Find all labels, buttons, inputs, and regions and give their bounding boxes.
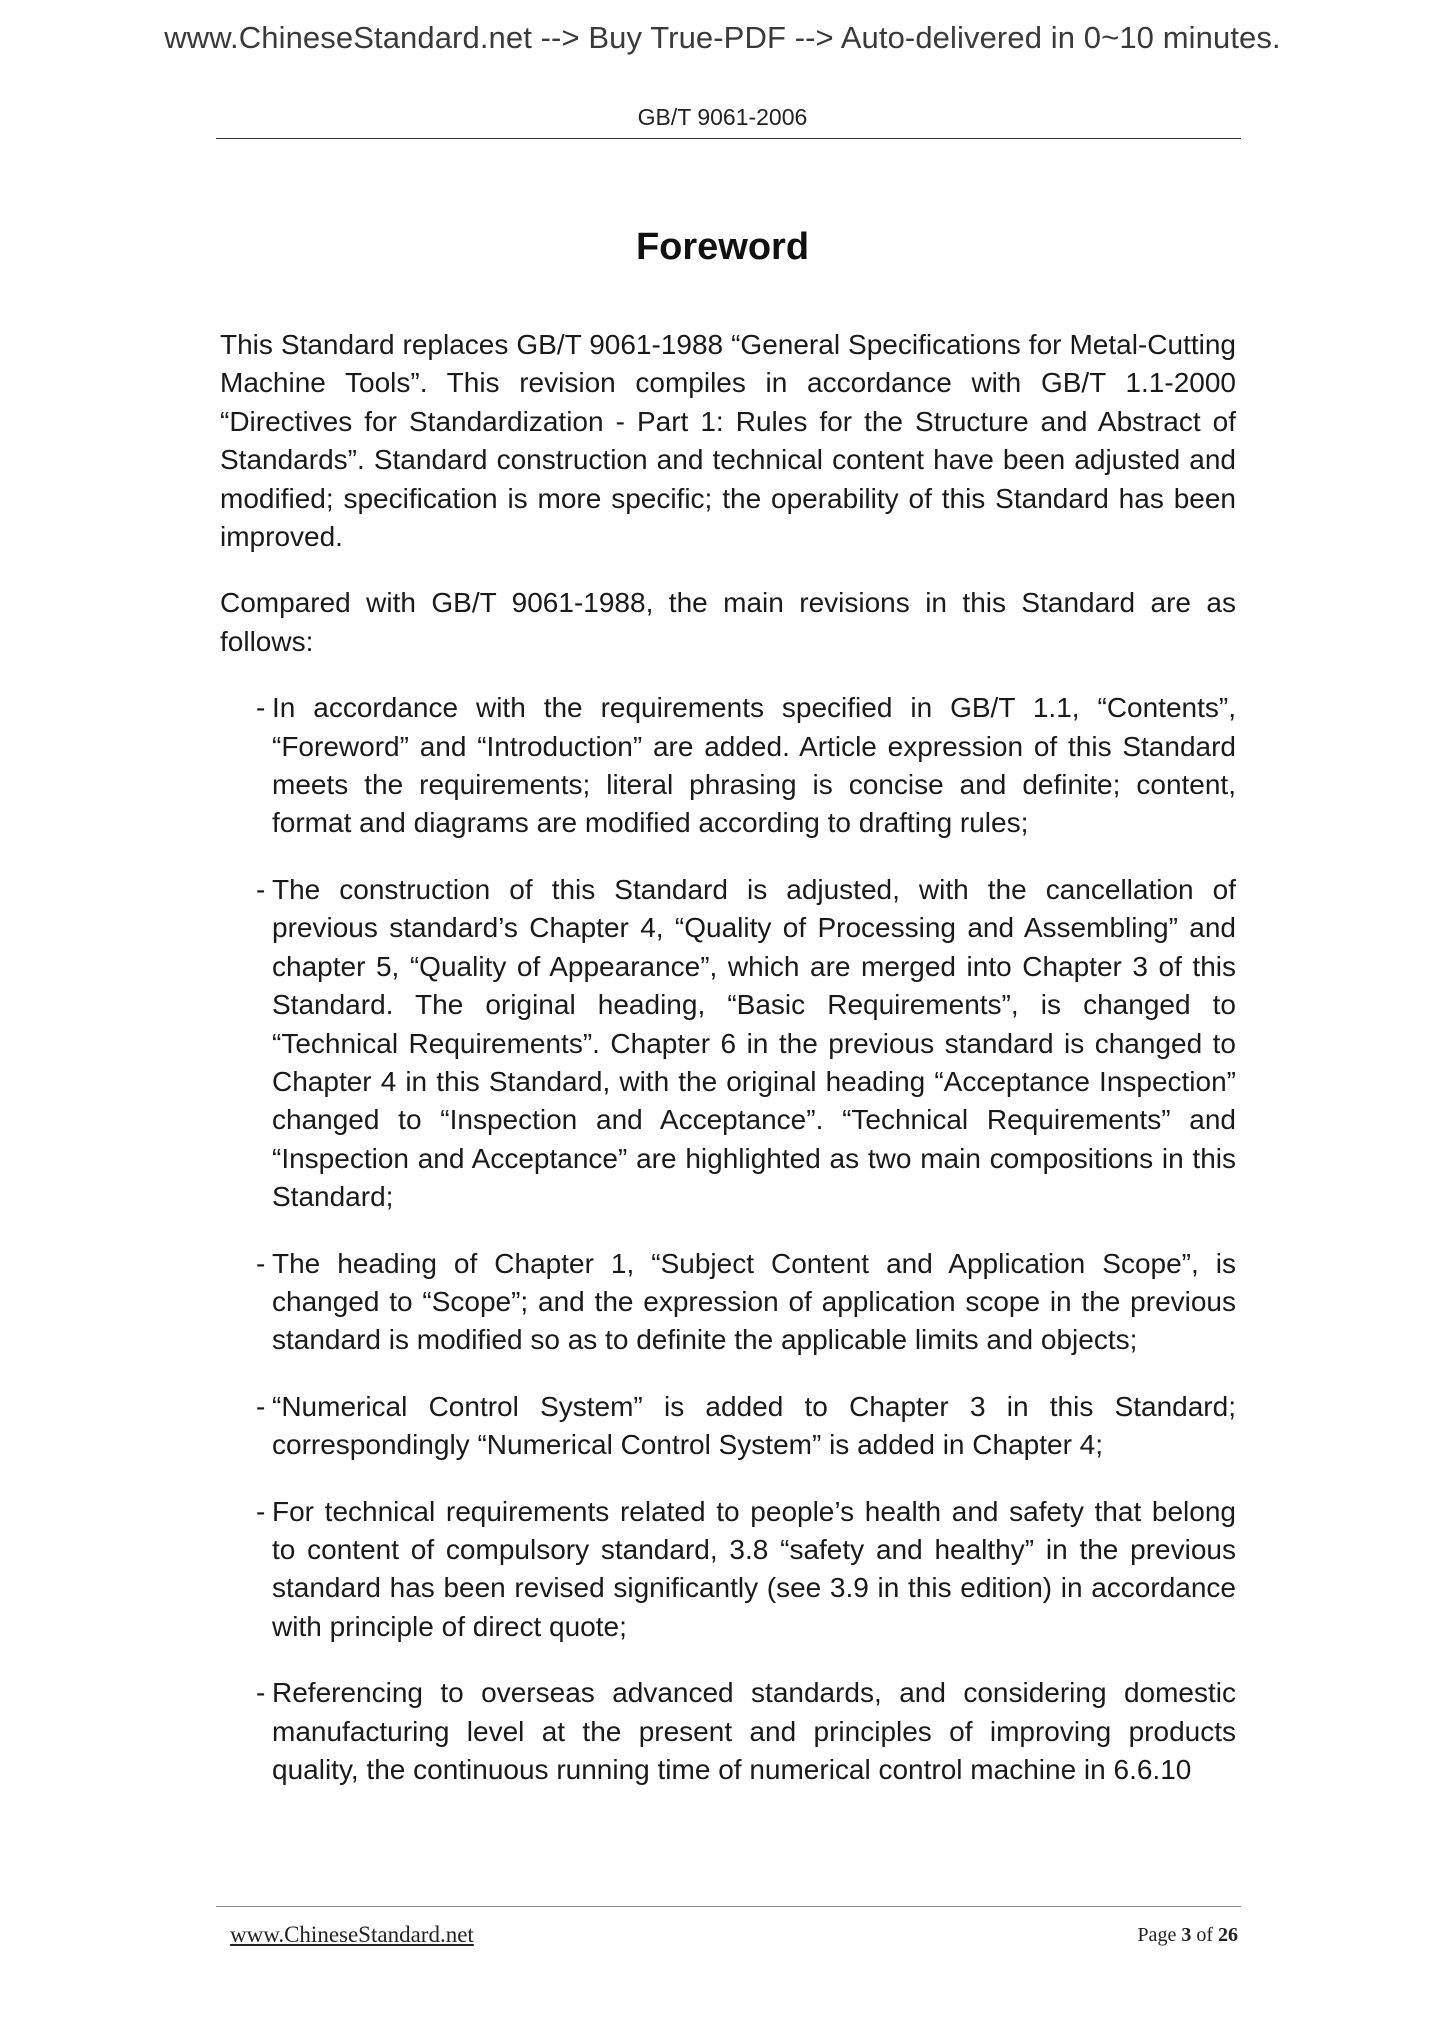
- list-dash: -: [256, 1495, 266, 1527]
- list-item-text: The heading of Chapter 1, “Subject Content and Application Scope”, is changed to “Scope”; and the expression of application scope in the previous standard is modified so as to definite the applicable limits and objects;: [272, 1247, 1236, 1356]
- page-of-label: of: [1196, 1924, 1213, 1946]
- list-item: [220, 1493, 1236, 1647]
- list-item-text: Referencing to overseas advanced standards, and considering domestic manufacturing level at the present and principles of improving products quality, the continuous running time of numerical control machine in 6.6.10: [272, 1677, 1236, 1785]
- list-dash: -: [256, 692, 266, 724]
- standard-code: GB/T 9061-2006: [637, 104, 808, 130]
- document-body: [220, 326, 1236, 1789]
- list-dash: -: [256, 873, 266, 905]
- list-item-text: “Numerical Control System” is added to Chapter 3 in this Standard; correspondingly “Numerical Control System” is added in Chapter 4;: [272, 1390, 1236, 1461]
- list-item: [220, 1245, 1236, 1360]
- page-indicator: [1137, 1924, 1238, 1947]
- revision-list: [220, 689, 1236, 1789]
- page-title: Foreword: [635, 226, 810, 268]
- list-dash: -: [256, 1677, 266, 1709]
- page-total: 26: [1218, 1924, 1238, 1946]
- list-item-text: In accordance with the requirements specified in GB/T 1.1, “Contents”, “Foreword” and “Introduction” are added. Article expression of this Standard meets the requirements; literal phrasing is concise and definite; content, format and diagrams are modified according to drafting rules;: [272, 692, 1236, 839]
- footer-divider: [216, 1906, 1241, 1907]
- list-item: [220, 1674, 1236, 1789]
- list-item-text: For technical requirements related to people’s health and safety that belong to content of compulsory standard, 3.8 “safety and healthy” in the previous standard has been revised significantly (see 3.9 in this edition) in accordance with principle of direct quote;: [272, 1495, 1236, 1642]
- list-item: [220, 871, 1236, 1217]
- paragraph-revisions-intro: Compared with GB/T 9061-1988, the main revisions in this Standard are as follows:: [220, 587, 1236, 657]
- footer-website-link[interactable]: www.ChineseStandard.net: [230, 1922, 474, 1947]
- list-item: [220, 689, 1236, 843]
- top-banner: www.ChineseStandard.net --> Buy True-PDF --> Auto-delivered in 0~10 minutes.: [164, 20, 1281, 55]
- list-item-text: The construction of this Standard is adjusted, with the cancellation of previous standard’s Chapter 4, “Quality of Processing and Assembling” and chapter 5, “Quality of Appearance”, which are merged into Chapter 3 of this Standard. The original heading, “Basic Requirements”, is changed to “Technical Requirements”. Chapter 6 in the previous standard is changed to Chapter 4 in this Standard, with the original heading “Acceptance Inspection” changed to “Inspection and Acceptance”. “Technical Requirements” and “Inspection and Acceptance” are highlighted as two main compositions in this Standard;: [272, 873, 1236, 1213]
- header-divider: [216, 138, 1241, 139]
- list-dash: -: [256, 1247, 266, 1279]
- page-label: Page: [1137, 1924, 1177, 1946]
- list-item: [220, 1388, 1236, 1465]
- page-number: 3: [1181, 1924, 1192, 1946]
- paragraph-replaces: This Standard replaces GB/T 9061-1988 “General Specifications for Metal-Cutting Machine Tools”. This revision compiles in accordance with GB/T 1.1-2000 “Directives for Standardization - Part 1: Rules for the Structure and Abstract of Standards”. Standard construction and technical content have been adjusted and modified; specification is more specific; the operability of this Standard has been improved.: [220, 329, 1236, 553]
- list-dash: -: [256, 1390, 266, 1422]
